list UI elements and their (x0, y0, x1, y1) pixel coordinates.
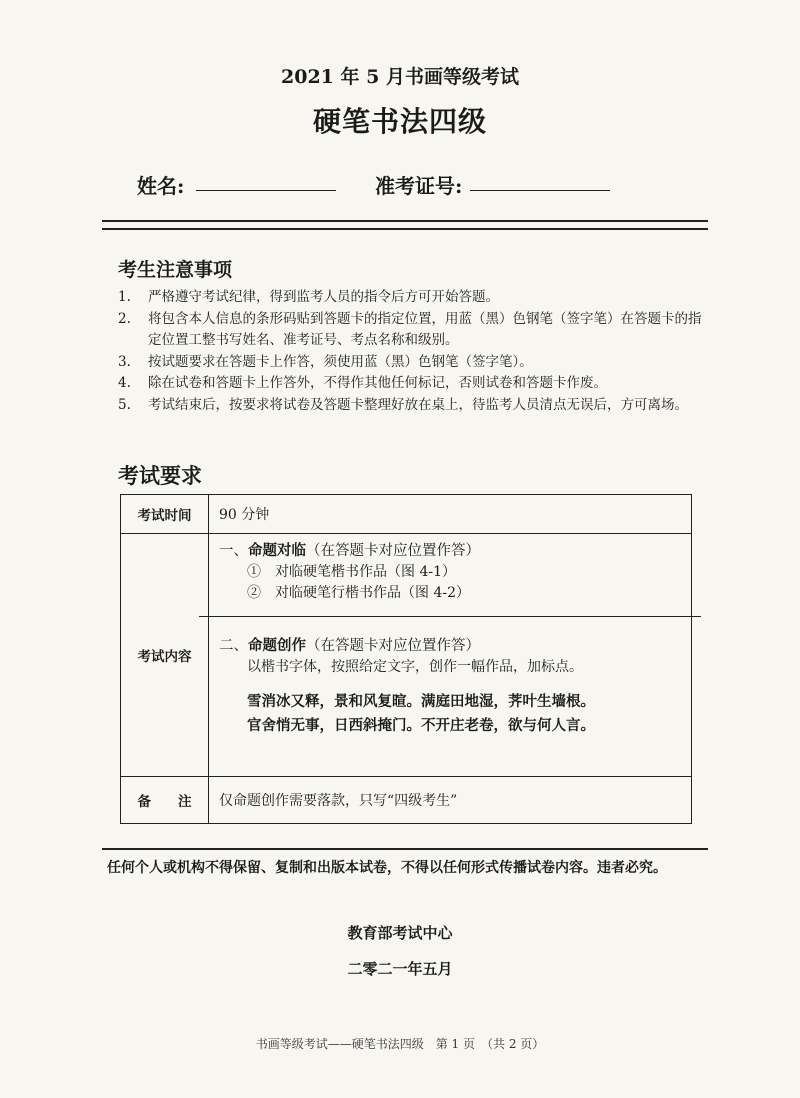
poem-line: 官舍悄无事，日西斜掩门。不开庄老卷，欲与何人言。 (247, 718, 595, 734)
notes-heading: 考生注意事项 (118, 259, 233, 281)
part1-item: ② 对临硬笔行楷书作品（图 4-2） (247, 585, 470, 601)
issue-date: 二零二一年五月 (347, 960, 453, 978)
part1-item: ① 对临硬笔楷书作品（图 4-1） (247, 564, 456, 580)
header-divider (102, 220, 708, 230)
table-row (121, 534, 692, 777)
time-label: 考试时间 (121, 495, 209, 534)
remark-label: 备 注 (121, 777, 209, 824)
note-item: 4. 除在试卷和答题卡上作答外，不得作其他任何标记，否则试卷和答题卡作废。 (118, 375, 607, 391)
exam-id-field[interactable] (470, 190, 610, 191)
name-label: 姓名: (137, 174, 185, 198)
note-item: 5. 考试结束后，按要求将试卷及答题卡整理好放在桌上，待监考人员清点无误后，方可离场。 (118, 396, 688, 413)
footer-divider (102, 848, 708, 850)
part1-note: （在答题卡对应位置作答） (306, 543, 480, 559)
requirements-table (120, 494, 692, 824)
note-item: 2. 将包含本人信息的条形码贴到答题卡的指定位置，用蓝（黑）色钢笔（签字笔）在答题卡的指定位置工整书写姓名、准考证号、考点名称和级别。 (118, 310, 702, 348)
table-row (121, 495, 692, 534)
part2-instruction: 以楷书字体，按照给定文字，创作一幅作品，加标点。 (247, 659, 583, 675)
name-field[interactable] (196, 190, 336, 191)
exam-subtitle: 2021 年 5 月书画等级考试 (281, 66, 519, 88)
note-item: 1. 严格遵守考试纪律，得到监考人员的指令后方可开始答题。 (118, 289, 499, 305)
content-label: 考试内容 (121, 534, 209, 777)
part2-note: （在答题卡对应位置作答） (306, 638, 480, 654)
remark-value: 仅命题创作需要落款，只写“四级考生” (209, 777, 692, 824)
time-value: 90 分钟 (209, 495, 692, 534)
page-footer: 书画等级考试——硬笔书法四级 第 1 页 （共 2 页） (255, 1037, 545, 1051)
table-row (121, 777, 692, 824)
copyright-notice: 任何个人或机构不得保留、复制和出版本试卷，不得以任何形式传播试卷内容。违者必究。 (107, 860, 667, 876)
notes-list (118, 287, 708, 416)
content-cell (209, 534, 692, 777)
part-creation: 二、命题创作（在答题卡对应位置作答） 以楷书字体，按照给定文字，创作一幅作品，加标点。 雪消冰又释，景和风复暄。满庭田地湿，荠叶生墙根。 官舍悄无事，日西斜掩门。不开庄老卷，欲与何人言。 (209, 617, 691, 776)
exam-id-label: 准考证号: (375, 174, 463, 198)
part-copying: 一、命题对临（在答题卡对应位置作答） ① 对临硬笔楷书作品（图 4-1） ② 对临硬笔行楷书作品（图 4-2） (209, 534, 691, 616)
part1-title: 命题对临 (248, 543, 306, 559)
exam-title: 硬笔书法四级 (312, 105, 487, 138)
requirements-heading: 考试要求 (118, 464, 202, 488)
issuer-org: 教育部考试中心 (347, 924, 453, 942)
note-item: 3. 按试题要求在答题卡上作答，须使用蓝（黑）色钢笔（签字笔）。 (118, 353, 533, 370)
poem-line: 雪消冰又释，景和风复暄。满庭田地湿，荠叶生墙根。 (247, 694, 595, 710)
part2-title: 命题创作 (248, 638, 306, 654)
